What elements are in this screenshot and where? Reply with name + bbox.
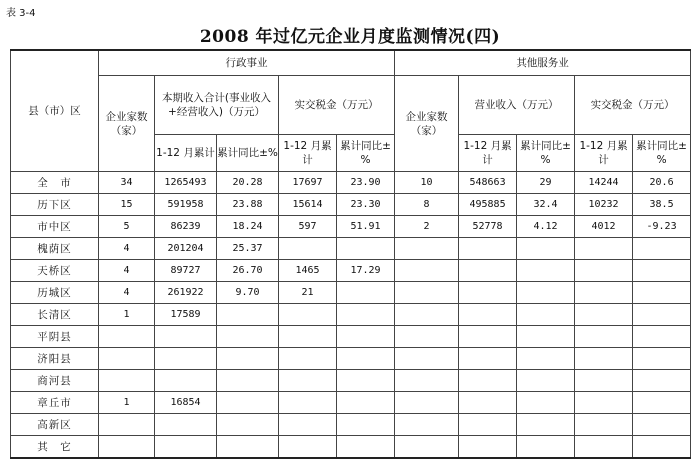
other-company-count-cell <box>395 392 459 414</box>
table-row <box>11 348 691 370</box>
admin-income-cell: 89727 <box>155 260 217 282</box>
other-company-count-cell <box>395 348 459 370</box>
admin-tax-yoy-cell: 17.29 <box>337 260 395 282</box>
admin-tax-yoy-cell <box>337 326 395 348</box>
county-cell: 市中区 <box>11 216 99 238</box>
admin-income-cell: 86239 <box>155 216 217 238</box>
table-row <box>11 282 691 304</box>
other-revenue-yoy-cell: 29 <box>517 172 575 194</box>
header-yoy: 累计同比±% <box>337 135 395 172</box>
header-yoy: 累计同比±% <box>517 135 575 172</box>
header-yoy: 累计同比±% <box>633 135 691 172</box>
other-revenue-cell <box>459 348 517 370</box>
table-row <box>11 238 691 260</box>
header-cumulative: 1-12 月累计 <box>155 135 217 172</box>
admin-income-yoy-cell <box>217 392 279 414</box>
other-revenue-cell <box>459 260 517 282</box>
county-cell: 历城区 <box>11 282 99 304</box>
other-tax-yoy-cell <box>633 370 691 392</box>
other-tax-yoy-cell <box>633 326 691 348</box>
admin-income-cell: 1265493 <box>155 172 217 194</box>
other-tax-cell <box>575 282 633 304</box>
other-tax-cell <box>575 348 633 370</box>
admin-income-cell <box>155 348 217 370</box>
company-count-cell: 1 <box>99 304 155 326</box>
header-admin-income: 本期收入合计(事业收入+经营收入)（万元） <box>155 76 279 135</box>
other-company-count-cell <box>395 436 459 459</box>
other-tax-yoy-cell: 20.6 <box>633 172 691 194</box>
admin-income-cell <box>155 370 217 392</box>
admin-income-yoy-cell <box>217 436 279 459</box>
other-revenue-cell <box>459 436 517 459</box>
admin-income-yoy-cell <box>217 414 279 436</box>
county-cell: 平阴县 <box>11 326 99 348</box>
other-tax-yoy-cell <box>633 348 691 370</box>
admin-income-yoy-cell <box>217 304 279 326</box>
admin-income-yoy-cell: 26.70 <box>217 260 279 282</box>
other-revenue-yoy-cell: 32.4 <box>517 194 575 216</box>
other-revenue-cell <box>459 392 517 414</box>
admin-tax-yoy-cell <box>337 370 395 392</box>
company-count-cell: 34 <box>99 172 155 194</box>
admin-tax-yoy-cell: 23.90 <box>337 172 395 194</box>
county-cell: 历下区 <box>11 194 99 216</box>
admin-tax-cell <box>279 348 337 370</box>
admin-income-cell <box>155 414 217 436</box>
other-revenue-cell <box>459 304 517 326</box>
table-row <box>11 260 691 282</box>
other-revenue-yoy-cell <box>517 436 575 459</box>
monitoring-table <box>10 49 691 459</box>
admin-tax-yoy-cell: 51.91 <box>337 216 395 238</box>
other-tax-yoy-cell <box>633 260 691 282</box>
admin-tax-yoy-cell <box>337 238 395 260</box>
other-tax-cell <box>575 238 633 260</box>
other-revenue-yoy-cell <box>517 260 575 282</box>
admin-tax-yoy-cell <box>337 414 395 436</box>
admin-tax-cell: 21 <box>279 282 337 304</box>
other-revenue-yoy-cell <box>517 282 575 304</box>
other-tax-cell <box>575 414 633 436</box>
admin-income-cell <box>155 326 217 348</box>
admin-tax-cell: 597 <box>279 216 337 238</box>
admin-tax-cell <box>279 436 337 459</box>
header-county: 县（市）区 <box>11 50 99 172</box>
admin-tax-cell <box>279 414 337 436</box>
admin-tax-cell <box>279 326 337 348</box>
other-tax-cell: 10232 <box>575 194 633 216</box>
other-revenue-cell <box>459 370 517 392</box>
admin-income-yoy-cell: 25.37 <box>217 238 279 260</box>
other-tax-cell <box>575 326 633 348</box>
company-count-cell: 4 <box>99 282 155 304</box>
other-tax-yoy-cell: -9.23 <box>633 216 691 238</box>
admin-income-yoy-cell: 9.70 <box>217 282 279 304</box>
county-cell: 济阳县 <box>11 348 99 370</box>
county-cell: 全 市 <box>11 172 99 194</box>
table-body <box>11 172 691 459</box>
header-cumulative: 1-12 月累计 <box>575 135 633 172</box>
other-company-count-cell <box>395 282 459 304</box>
other-tax-yoy-cell <box>633 238 691 260</box>
header-revenue: 营业收入（万元） <box>459 76 575 135</box>
other-revenue-cell: 548663 <box>459 172 517 194</box>
other-company-count-cell: 2 <box>395 216 459 238</box>
county-cell: 长清区 <box>11 304 99 326</box>
county-cell: 高新区 <box>11 414 99 436</box>
header-group-admin: 行政事业 <box>99 50 395 76</box>
company-count-cell: 15 <box>99 194 155 216</box>
other-company-count-cell <box>395 414 459 436</box>
admin-tax-cell <box>279 304 337 326</box>
company-count-cell <box>99 326 155 348</box>
header-company-count: 企业家数（家） <box>99 76 155 172</box>
other-revenue-yoy-cell <box>517 392 575 414</box>
admin-tax-cell: 1465 <box>279 260 337 282</box>
other-tax-yoy-cell: 38.5 <box>633 194 691 216</box>
other-revenue-cell <box>459 238 517 260</box>
other-tax-cell: 14244 <box>575 172 633 194</box>
company-count-cell <box>99 414 155 436</box>
table-row <box>11 326 691 348</box>
company-count-cell <box>99 370 155 392</box>
table-row <box>11 216 691 238</box>
admin-tax-yoy-cell <box>337 436 395 459</box>
other-revenue-cell: 495885 <box>459 194 517 216</box>
other-company-count-cell <box>395 370 459 392</box>
company-count-cell: 4 <box>99 260 155 282</box>
other-revenue-yoy-cell <box>517 414 575 436</box>
other-tax-cell <box>575 436 633 459</box>
admin-income-cell <box>155 436 217 459</box>
admin-tax-yoy-cell <box>337 282 395 304</box>
table-row <box>11 304 691 326</box>
admin-income-cell: 261922 <box>155 282 217 304</box>
header-group-other: 其他服务业 <box>395 50 691 76</box>
admin-income-cell: 17589 <box>155 304 217 326</box>
other-tax-cell <box>575 304 633 326</box>
other-revenue-yoy-cell <box>517 326 575 348</box>
other-company-count-cell <box>395 326 459 348</box>
header-tax-2: 实交税金（万元） <box>575 76 691 135</box>
admin-income-yoy-cell <box>217 326 279 348</box>
other-tax-yoy-cell <box>633 282 691 304</box>
other-tax-yoy-cell <box>633 392 691 414</box>
table-row <box>11 392 691 414</box>
other-tax-yoy-cell <box>633 436 691 459</box>
admin-income-yoy-cell: 20.28 <box>217 172 279 194</box>
table-row <box>11 436 691 459</box>
admin-income-cell: 201204 <box>155 238 217 260</box>
company-count-cell <box>99 348 155 370</box>
other-tax-yoy-cell <box>633 414 691 436</box>
admin-tax-cell <box>279 238 337 260</box>
other-tax-cell: 4012 <box>575 216 633 238</box>
table-row <box>11 414 691 436</box>
admin-tax-yoy-cell <box>337 348 395 370</box>
company-count-cell: 5 <box>99 216 155 238</box>
other-revenue-cell <box>459 326 517 348</box>
table-row <box>11 194 691 216</box>
admin-tax-cell: 17697 <box>279 172 337 194</box>
table-label: 表 3-4 <box>6 8 36 19</box>
company-count-cell: 1 <box>99 392 155 414</box>
admin-tax-yoy-cell: 23.30 <box>337 194 395 216</box>
county-cell: 天桥区 <box>11 260 99 282</box>
other-tax-yoy-cell <box>633 304 691 326</box>
other-revenue-cell <box>459 282 517 304</box>
table-row <box>11 172 691 194</box>
header-yoy: 累计同比±% <box>217 135 279 172</box>
other-tax-cell <box>575 370 633 392</box>
other-revenue-yoy-cell <box>517 304 575 326</box>
other-revenue-yoy-cell <box>517 348 575 370</box>
admin-tax-cell <box>279 392 337 414</box>
county-cell: 章丘市 <box>11 392 99 414</box>
admin-tax-cell <box>279 370 337 392</box>
county-cell: 槐荫区 <box>11 238 99 260</box>
other-company-count-cell <box>395 260 459 282</box>
header-cumulative: 1-12 月累计 <box>459 135 517 172</box>
admin-income-cell: 16854 <box>155 392 217 414</box>
other-revenue-cell: 52778 <box>459 216 517 238</box>
company-count-cell <box>99 436 155 459</box>
header-company-count-2: 企业家数（家） <box>395 76 459 172</box>
other-revenue-cell <box>459 414 517 436</box>
page-title: 2008 年过亿元企业月度监测情况(四) <box>199 27 501 47</box>
admin-tax-yoy-cell <box>337 304 395 326</box>
other-company-count-cell <box>395 238 459 260</box>
other-company-count-cell: 10 <box>395 172 459 194</box>
other-revenue-yoy-cell <box>517 238 575 260</box>
header-cumulative: 1-12 月累计 <box>279 135 337 172</box>
admin-income-cell: 591958 <box>155 194 217 216</box>
company-count-cell: 4 <box>99 238 155 260</box>
county-cell: 其 它 <box>11 436 99 459</box>
other-tax-cell <box>575 260 633 282</box>
other-company-count-cell <box>395 304 459 326</box>
admin-income-yoy-cell: 18.24 <box>217 216 279 238</box>
admin-income-yoy-cell <box>217 348 279 370</box>
other-company-count-cell: 8 <box>395 194 459 216</box>
admin-tax-yoy-cell <box>337 392 395 414</box>
admin-tax-cell: 15614 <box>279 194 337 216</box>
table-row <box>11 370 691 392</box>
other-revenue-yoy-cell: 4.12 <box>517 216 575 238</box>
admin-income-yoy-cell: 23.88 <box>217 194 279 216</box>
header-tax: 实交税金（万元） <box>279 76 395 135</box>
county-cell: 商河县 <box>11 370 99 392</box>
other-revenue-yoy-cell <box>517 370 575 392</box>
other-tax-cell <box>575 392 633 414</box>
admin-income-yoy-cell <box>217 370 279 392</box>
